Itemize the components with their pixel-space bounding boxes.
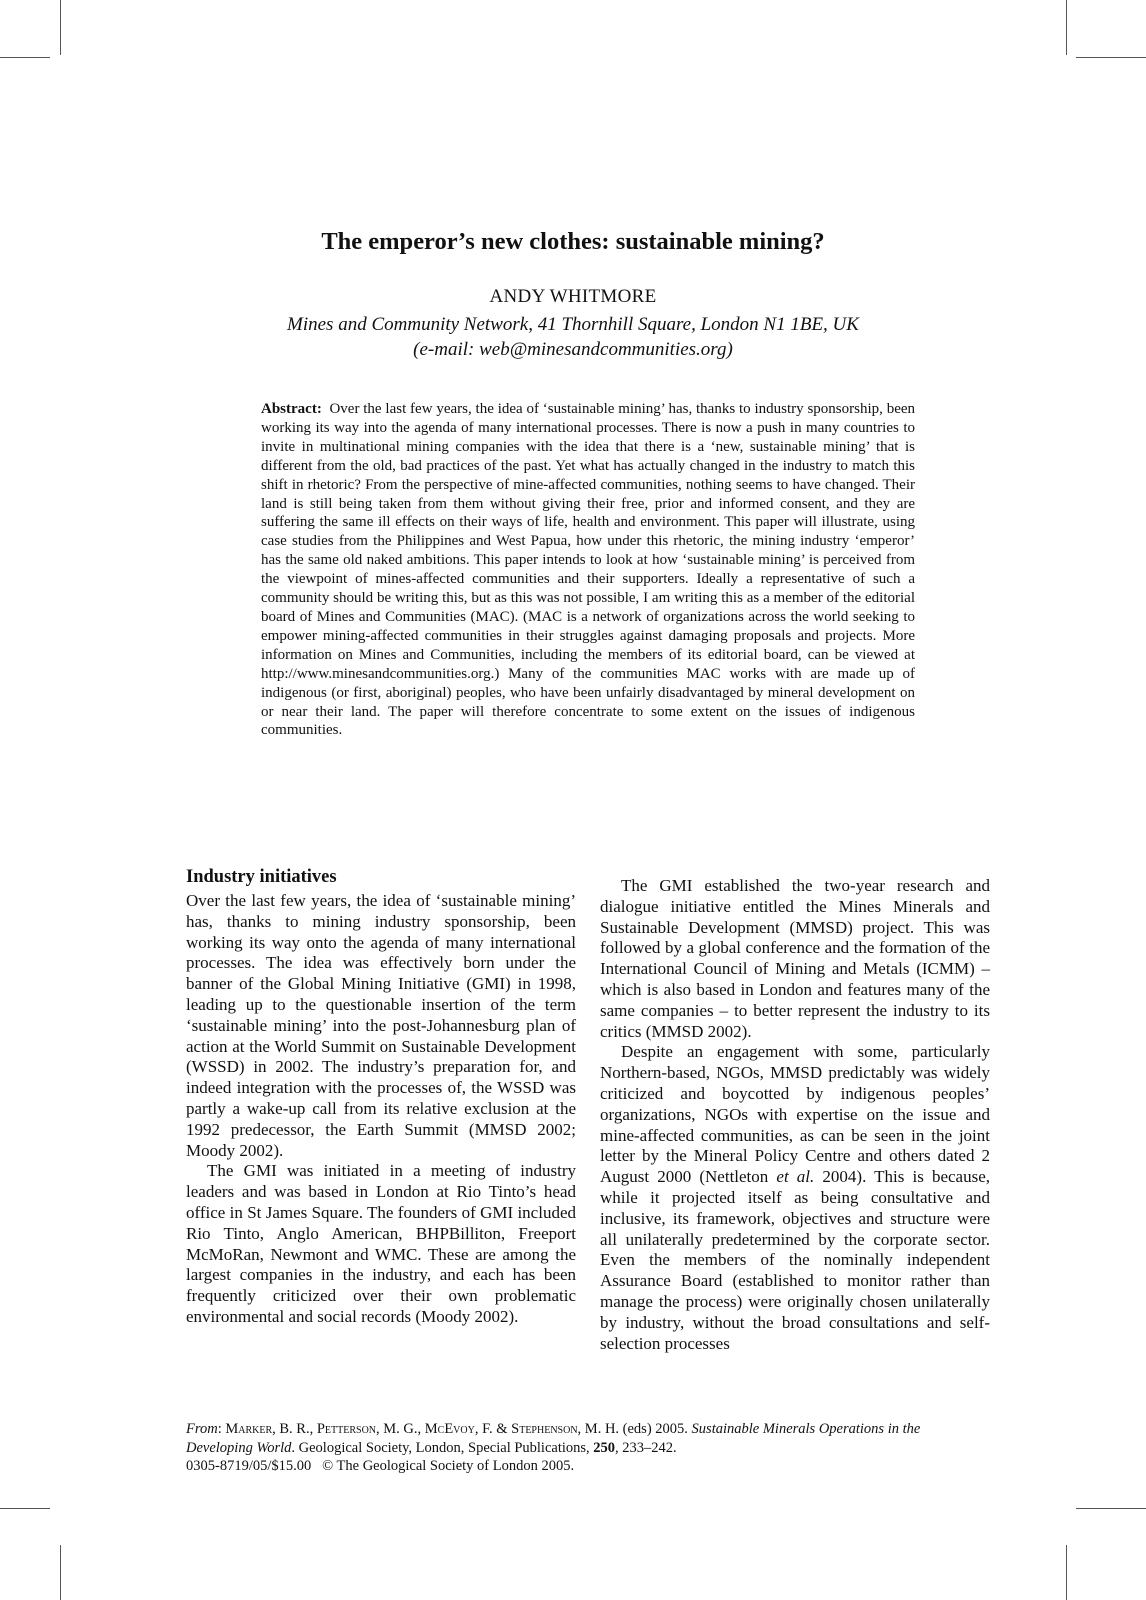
crop-mark xyxy=(1076,1508,1146,1509)
citation-line: From: Marker, B. R., Petterson, M. G., McEvoy, F. & Stephenson, M. H. (eds) 2005. Sustainable Minerals Operations in the Developing World. Geological Society, London, Special Publications, 250, 233–242. xyxy=(186,1421,921,1456)
author-email: (e-mail: web@minesandcommunities.org) xyxy=(413,339,733,360)
copyright: © The Geological Society of London 2005. xyxy=(322,1458,575,1474)
book-title: Sustainable Minerals Operations in the Developing World xyxy=(186,1421,921,1456)
editors: Marker, B. R., Petterson, M. G., McEvoy, F. & Stephenson, M. H. xyxy=(225,1421,620,1437)
from-label: From xyxy=(186,1421,218,1437)
citation-etal: et al. xyxy=(776,1167,815,1187)
crop-mark xyxy=(60,0,61,55)
paragraph xyxy=(600,1042,990,1354)
section-heading: Industry initiatives xyxy=(186,867,337,887)
pages: , 233–242. xyxy=(615,1439,677,1456)
publisher: . Geological Society, London, Special Publications, xyxy=(291,1439,594,1456)
issn: 0305-8719/05/$15.00 xyxy=(186,1458,312,1474)
abstract-label: Abstract: xyxy=(261,401,322,417)
paragraph-text: Despite an engagement with some, particularly Northern-based, NGOs, MMSD predictably was widely criticized and boycotted by indigenous peoples’ organizations, NGOs with expertise on the issue and mine-affected communities, as can be seen in the joint letter by the Mineral Policy Centre and others dated 2 August 2000 (Nettleton xyxy=(600,1042,990,1187)
paragraph: The GMI established the two-year research and dialogue initiative entitled the Mines Minerals and Sustainable Development (MMSD) project. This was followed by a global conference and the formation of the International Council of Mining and Metals (ICMM) – which is also based in London and features many of the same companies – to better represent the industry to its critics (MMSD 2002). xyxy=(600,876,990,1041)
crop-mark xyxy=(0,1508,50,1509)
citation-footer xyxy=(186,1420,986,1476)
crop-mark xyxy=(0,57,50,58)
column-left xyxy=(186,866,576,1328)
crop-mark xyxy=(1066,1545,1067,1600)
editors-suffix: (eds) 2005. xyxy=(619,1421,692,1437)
paper-title: The emperor’s new clothes: sustainable mining? xyxy=(321,228,825,255)
crop-mark xyxy=(60,1545,61,1600)
crop-mark xyxy=(1066,0,1067,55)
paragraph: Over the last few years, the idea of ‘sustainable mining’ has, thanks to mining industry sponsorship, been working its way onto the agenda of many international processes. The idea was effectively born under the banner of the Global Mining Initiative (GMI) in 1998, leading up to the questionable insertion of the term ‘sustainable mining’ into the post-Johannesburg plan of action at the World Summit on Sustainable Development (WSSD) in 2002. The industry’s preparation for, and indeed integration with the processes of, the WSSD was partly a wake-up call from its relative exclusion at the 1992 predecessor, the Earth Summit (MMSD 2002; Moody 2002). xyxy=(186,891,576,1160)
paragraph-text: 2004). This is because, while it projected itself as being consultative and inclusive, its framework, objectives and structure were all unilaterally predetermined by the corporate sector. Even the members of the nominally independent Assurance Board (established to monitor rather than manage the process) were originally chosen unilaterally by industry, without the broad consultations and self-selection processes xyxy=(600,1167,990,1353)
volume: 250 xyxy=(593,1439,616,1456)
author-affiliation xyxy=(0,312,1146,362)
column-right xyxy=(600,876,990,1354)
abstract-text: Over the last few years, the idea of ‘sustainable mining’ has, thanks to industry sponsorship, been working its way into the agenda of many international processes. There is now a push in many countries to invite in multinational mining companies with the idea that there is a ‘new, sustainable mining’ that is different from the old, bad practices of the past. Yet what has actually changed in the industry to match this shift in rhetoric? From the perspective of mine-affected communities, nothing seems to have changed. Their land is still being taken from them without giving their free, prior and informed consent, and they are suffering the same ill effects on their ways of life, health and environment. This paper will illustrate, using case studies from the Philippines and West Papua, how under this rhetoric, the mining industry ‘emperor’ has the same old naked ambitions. This paper intends to look at how ‘sustainable mining’ is perceived from the viewpoint of mines-affected communities and their supporters. Ideally a representative of such a community should be writing this, but as this was not possible, I am writing this as a member of the editorial board of Mines and Communities (MAC). (MAC is a network of organizations across the world seeking to empower mining-affected communities in their struggles against damaging proposals and projects. More information on Mines and Communities, including the members of its editorial board, can be viewed at http://www.minesandcommunities.org.) Many of the communities MAC works with are made up of indigenous (or first, aboriginal) peoples, who have been unfairly disadvantaged by mineral development on or near their land. The paper will therefore concentrate to some extent on the issues of indigenous communities. xyxy=(261,401,916,739)
abstract xyxy=(261,400,915,740)
copyright-line xyxy=(186,1457,986,1476)
crop-mark xyxy=(1076,57,1146,58)
affiliation-address: Mines and Community Network, 41 Thornhill Square, London N1 1BE, UK xyxy=(287,314,859,335)
author-name: ANDY WHITMORE xyxy=(489,286,657,307)
paragraph: The GMI was initiated in a meeting of industry leaders and was based in London at Rio Tinto’s head office in St James Square. The founders of GMI included Rio Tinto, Anglo American, BHPBilliton, Freeport McMoRan, Newmont and WMC. These are among the largest companies in the industry, and each has been frequently criticized over their own problematic environmental and social records (Moody 2002). xyxy=(186,1161,576,1326)
